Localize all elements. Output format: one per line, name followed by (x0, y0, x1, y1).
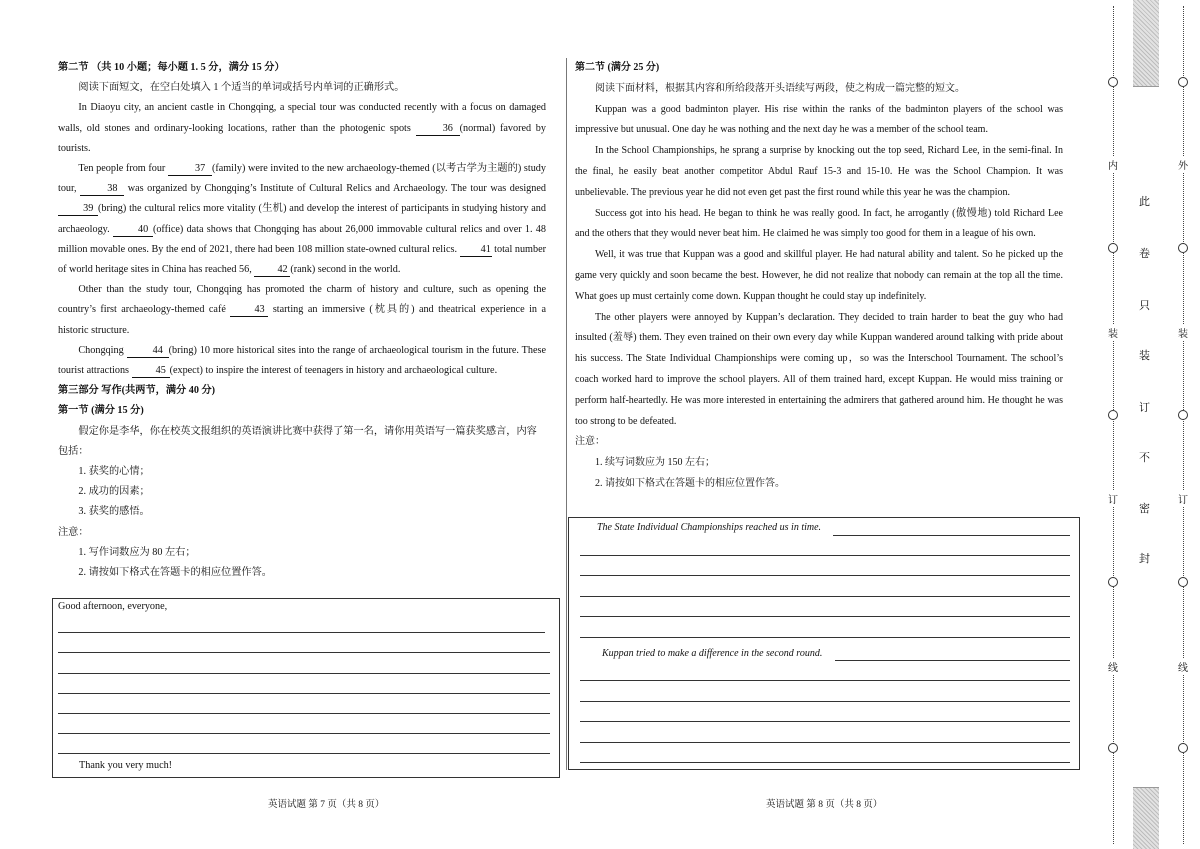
outer-label: 外 (1178, 157, 1188, 172)
text: Ten people from four (78, 163, 168, 175)
text: (bring) the cultural relics more vitality (生机) and develop the interest of participants in studying history and archaeology. (58, 203, 546, 235)
text: Other than the study tour, Chongqing has promoted the charm of history and culture, such as opening the country’s first archaeology-themed café (58, 284, 546, 316)
strip-char: 订 (1139, 401, 1150, 414)
answer-line[interactable] (58, 693, 550, 694)
answer-line[interactable] (58, 632, 545, 633)
continuation-start-2: Kuppan tried to make a difference in the second round. (602, 648, 823, 659)
text: (family) were invited to the new archaeology-themed (以考古学为主题的) study tour, (58, 163, 546, 195)
answer-line[interactable] (835, 660, 1070, 661)
answer-line[interactable] (580, 616, 1070, 617)
text: (bring) 10 more historical sites into the range of archaeological tourism in the future. These tourist attractions (58, 344, 546, 377)
strip-char: 不 (1139, 451, 1150, 464)
blank-36[interactable]: 36 (416, 122, 460, 136)
answer-line[interactable] (580, 637, 1070, 638)
text: In Diaoyu city, an ancient castle in Chongqing, a special tour was conducted recently with a focus on damaged walls, old stones and ordinary-looking locations, rather than the photogenic spots (58, 102, 546, 134)
binding-hole (1108, 77, 1118, 87)
page-footer-left: 英语试题 第 7 页（共 8 页） (268, 800, 385, 810)
passage-paragraph-4 (58, 341, 546, 381)
binding-hole (1108, 577, 1118, 587)
blank-37[interactable]: 37 (168, 162, 212, 176)
left-answer-box[interactable] (52, 598, 560, 778)
passage-paragraph-3 (58, 280, 546, 341)
answer-line[interactable] (580, 596, 1070, 597)
binding-hole (1108, 743, 1118, 753)
strip-char: 只 (1139, 299, 1150, 312)
outer-label: 线 (1178, 659, 1188, 674)
answer-line[interactable] (58, 753, 550, 754)
binding-hole (1178, 577, 1188, 587)
blank-44[interactable]: 44 (127, 344, 169, 358)
text: (expect) to inspire the interest of teenagers in history and archaeological culture. (169, 365, 498, 377)
section2-title: 第二节 (满分 25 分) (575, 62, 660, 73)
binding-hole (1178, 77, 1188, 87)
note-label: 注意： (58, 526, 89, 538)
strip-char: 密 (1139, 502, 1150, 515)
text: (office) data shows that Chongqing has about 26,000 immovable cultural relics and over 1. 48 million movable ones. By the end of 2021, there had been 108 million state-owned cultural relics. (58, 223, 546, 255)
right-page-column (575, 58, 1063, 495)
answer-line[interactable] (58, 713, 550, 714)
note-item: 1. 写作词数应为 80 左右； (78, 546, 196, 558)
binding-hole (1178, 243, 1188, 253)
answer-line[interactable] (58, 652, 550, 653)
story-paragraph: Success got into his head. He began to think he was really good. In fact, he arrogantly (傲慢地) told Richard Lee and the others that they would never beat him. He claimed he was simply too good for them in a league of his own. (575, 207, 1063, 240)
text: was organized by Chongqing’s Institute of Cultural Relics and Archaeology. The tour was designed (124, 183, 546, 195)
blank-40[interactable]: 40 (113, 223, 153, 237)
text: (normal) favored by tourists. (58, 122, 546, 154)
section1-title: 第一节 (满分 15 分) (58, 405, 144, 417)
inner-label: 装 (1108, 325, 1118, 340)
section2-title: 第二节 （共 10 小题；每小题 1. 5 分，满分 15 分） (58, 62, 285, 73)
answer-line[interactable] (580, 555, 1070, 556)
answer-line[interactable] (580, 680, 1070, 681)
writing-prompt: 假定你是李华，你在校英文报组织的英语演讲比赛中获得了第一名，请你用英语写一篇获奖感言，内容包括： (58, 425, 537, 457)
story-paragraph: Kuppan was a good badminton player. His rise within the ranks of the badminton players of the school was impressive but unusual. One day he was nothing and the next day he was a member of the school team. (575, 103, 1063, 136)
strip-char: 封 (1139, 552, 1150, 565)
text: starting an immersive (枕具的) and theatrical experience in a historic structure. (58, 304, 546, 336)
story-paragraph: Well, it was true that Kuppan was a good and skillful player. He had natural ability and talent. So he picked up the game very quickly and soon became the best. However, he did not realize that nobody can remain at the top all the time. What goes up must certainly come down. Kuppan thought he could stay up indefinitely. (575, 249, 1063, 302)
note-item: 2. 请按如下格式在答题卡的相应位置作答。 (595, 477, 785, 489)
strip-char: 装 (1139, 349, 1150, 362)
passage-paragraph-2 (58, 159, 546, 280)
blank-43[interactable]: 43 (230, 303, 268, 317)
outer-label: 订 (1178, 491, 1188, 506)
story-paragraph: The other players were annoyed by Kuppan’s declaration. They decided to train harder to beat the guy who had insulted (羞辱) them. They even trained on their own every day while Kuppan wandered around talking with pride about his success. The State Individual Championships were coming up，so was the Interschool Tournament. The school’s coach worked hard to improve the school players. All of them trained hard, except Kuppan. He would miss training or perform half-heartedly. He was more interested in entertaining the admirers that gathered around him. He thought he was too strong to be defeated. (575, 311, 1063, 427)
answer-line[interactable] (580, 701, 1070, 702)
binding-hole (1108, 243, 1118, 253)
answer-line[interactable] (833, 535, 1070, 536)
prompt-item: 3. 获奖的感悟。 (78, 506, 150, 518)
page-footer-right: 英语试题 第 8 页（共 8 页） (766, 800, 883, 810)
answer-box-closing: Thank you very much! (79, 760, 173, 771)
strip-char: 此 (1139, 195, 1150, 208)
inner-binding-line (1113, 6, 1114, 844)
inner-label: 线 (1108, 659, 1118, 674)
inner-label: 订 (1108, 491, 1118, 506)
blank-42[interactable]: 42 (254, 263, 290, 277)
section2-instructions: 阅读下面短文，在空白处填入 1 个适当的单词或括号内单词的正确形式。 (78, 82, 405, 94)
prompt-item: 2. 成功的因素； (78, 486, 150, 498)
binding-hole (1108, 410, 1118, 420)
note-item: 2. 请按如下格式在答题卡的相应位置作答。 (78, 567, 272, 579)
passage-paragraph-1 (58, 98, 546, 159)
blank-39[interactable]: 39 (58, 202, 98, 216)
binding-hole (1178, 743, 1188, 753)
answer-line[interactable] (58, 673, 550, 674)
inner-label: 内 (1108, 157, 1118, 172)
answer-line[interactable] (580, 721, 1070, 722)
answer-line[interactable] (580, 762, 1070, 763)
text: Chongqing (78, 344, 127, 356)
binding-strip-band (1133, 86, 1159, 788)
left-page-column (58, 58, 546, 583)
blank-41[interactable]: 41 (460, 243, 492, 257)
outer-label: 装 (1178, 325, 1188, 340)
note-label: 注意： (575, 436, 605, 448)
note-item: 1. 续写词数应为 150 左右； (595, 457, 715, 469)
answer-box-opening: Good afternoon, everyone, (58, 601, 168, 612)
blank-38[interactable]: 38 (80, 182, 124, 196)
continuation-start-1: The State Individual Championships reached us in time. (597, 522, 822, 533)
page-divider (566, 58, 567, 770)
text: (rank) second in the world. (290, 264, 401, 276)
binding-hole (1178, 410, 1188, 420)
outer-binding-line (1183, 6, 1184, 844)
answer-line[interactable] (58, 733, 550, 734)
text: total number of world heritage sites in China has reached 56, (58, 243, 546, 276)
strip-char: 卷 (1139, 247, 1150, 260)
blank-45[interactable]: 45 (132, 364, 170, 378)
prompt-item: 1. 获奖的心情； (78, 466, 150, 478)
answer-line[interactable] (580, 575, 1070, 576)
story-paragraph: In the School Championships, he sprang a surprise by knocking out the top seed, Richard Lee, in the semi-final. In the final, he easily beat another competitor Abdul Rauf 15-3 and 15-10. He was the School Champion. It was unbelievable. The previous year he did not even get past the first round while this year he was the champion. (575, 145, 1063, 198)
answer-line[interactable] (580, 742, 1070, 743)
part3-title: 第三部分 写作(共两节，满分 40 分) (58, 385, 216, 397)
continuation-instructions: 阅读下面材料，根据其内容和所给段落开头语续写两段，使之构成一篇完整的短文。 (595, 82, 965, 94)
